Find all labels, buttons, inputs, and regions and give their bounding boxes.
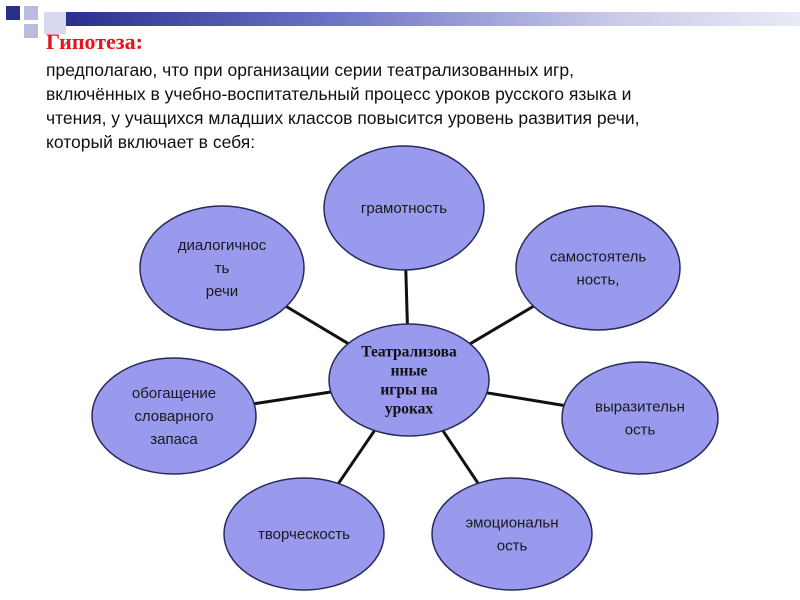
node-ellipse-samostoyatelnost (516, 206, 680, 330)
node-label-obogashchenie: словарного (134, 408, 214, 425)
center-node (329, 324, 489, 436)
connector-samostoyatelnost (470, 306, 533, 344)
node-gramotnost (324, 146, 484, 270)
center-node-label: Театрализова (361, 343, 457, 361)
node-vyrazitelnost (562, 362, 718, 474)
node-ellipse-emotsionalnost (432, 478, 592, 590)
hypothesis-line: предполагаю, что при организации серии театрализованных игр, (46, 60, 574, 80)
node-label-dialogichnost: диалогичнос (177, 237, 267, 254)
connector-tvorcheskost (338, 431, 374, 484)
node-label-dialogichnost: ть (214, 260, 230, 277)
center-node-label: нные (390, 362, 428, 380)
center-node-label: игры на (380, 381, 438, 399)
hypothesis-line: который включает в себя: (46, 132, 256, 152)
node-label-obogashchenie: обогащение (131, 385, 217, 402)
connector-dialogichnost (286, 306, 348, 343)
node-label-tvorcheskost: творческость (258, 526, 350, 543)
node-label-samostoyatelnost: ность, (576, 271, 620, 289)
hypothesis-line: чтения, у учащихся младших классов повысится уровень развития речи, (46, 108, 640, 128)
center-node-ellipse (329, 324, 489, 436)
node-dialogichnost (140, 206, 304, 330)
node-label-dialogichnost: речи (205, 283, 239, 300)
connector-gramotnost (406, 270, 408, 324)
slide-title: Гипотеза: (46, 29, 143, 54)
node-label-gramotnost: грамотность (360, 200, 448, 217)
node-label-samostoyatelnost: самостоятель (549, 248, 647, 266)
node-samostoyatelnost (516, 206, 680, 330)
node-label-emotsionalnost: эмоциональн (465, 514, 559, 532)
node-label-vyrazitelnost: ость (624, 421, 656, 439)
node-obogashchenie (92, 358, 256, 474)
node-emotsionalnost (432, 478, 592, 590)
hypothesis-line: включённых в учебно-воспитательный процесс уроков русского языка и (46, 84, 632, 104)
node-label-obogashchenie: запаса (150, 431, 198, 448)
node-ellipse-vyrazitelnost (562, 362, 718, 474)
node-tvorcheskost (224, 478, 384, 590)
connector-emotsionalnost (443, 431, 478, 484)
connector-obogashchenie (254, 392, 331, 404)
center-node-label: уроках (384, 400, 434, 418)
node-label-vyrazitelnost: выразительн (595, 398, 685, 416)
nodes (92, 146, 718, 590)
connector-vyrazitelnost (487, 393, 564, 406)
node-label-emotsionalnost: ость (496, 537, 528, 555)
